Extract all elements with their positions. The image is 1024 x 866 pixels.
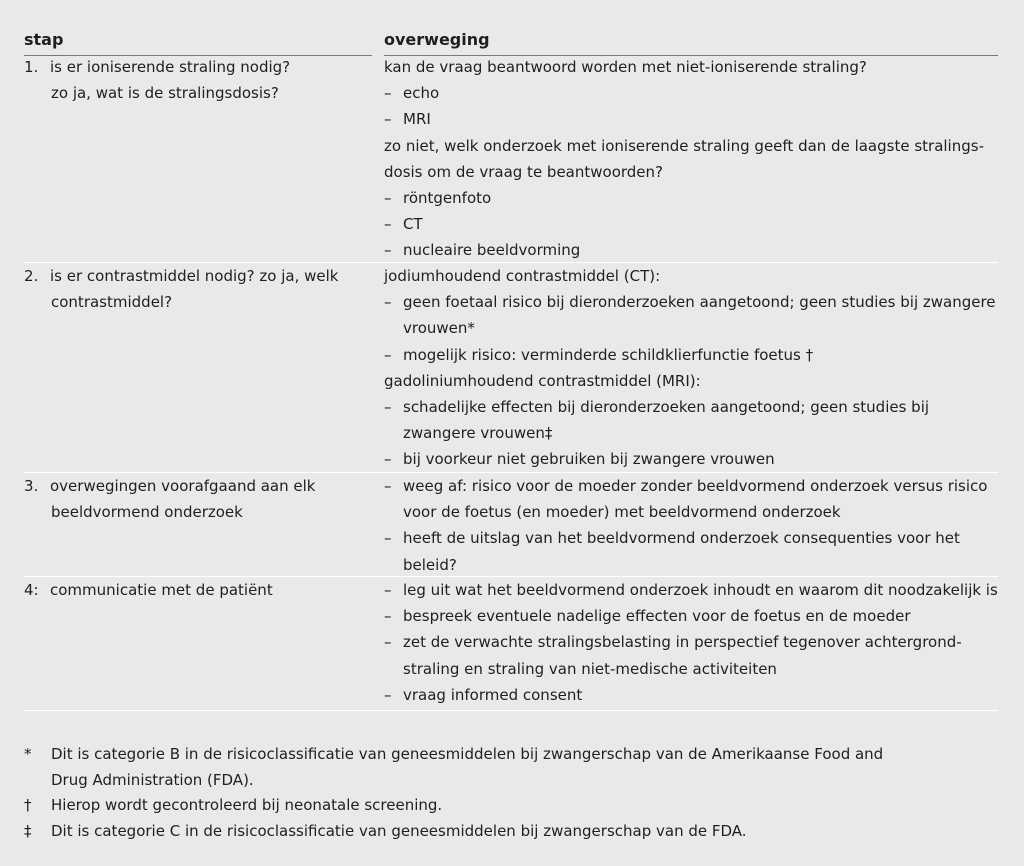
list-item: bespreek eventuele nadelige effecten voor de foetus en de moeder xyxy=(403,607,911,626)
list-item: zet de verwachte stralingsbelasting in perspectief tegenover achtergrond- xyxy=(403,633,962,652)
list-item: röntgenfoto xyxy=(403,188,492,207)
step-number: 2. xyxy=(24,267,39,285)
stap-text: zo ja, wat is de stralingsdosis? xyxy=(51,84,279,103)
overweging-cell xyxy=(384,54,998,264)
list-item: heeft de uitslag van het beeldvormend onderzoek consequenties voor het xyxy=(403,529,960,548)
bullet-dash: – xyxy=(384,110,392,129)
footnote-mark: ‡ xyxy=(24,821,32,840)
overweging-text: dosis om de vraag te beantwoorden? xyxy=(384,162,664,181)
list-item-continuation: straling en straling van niet-medische activiteiten xyxy=(403,659,777,678)
stap-text: is er ioniserende straling nodig? xyxy=(50,58,291,76)
overweging-text: zo niet, welk onderzoek met ioniserende straling geeft dan de laagste stralings- xyxy=(384,136,984,155)
bullet-dash: – xyxy=(384,477,392,495)
bullet-dash: – xyxy=(384,293,392,312)
bullet-dash: – xyxy=(384,345,392,364)
column-header-stap: stap xyxy=(24,30,372,56)
overweging-text: kan de vraag beantwoord worden met niet-ioniserende straling? xyxy=(384,58,867,76)
bullet-dash: – xyxy=(384,188,392,207)
footnotes xyxy=(24,742,998,844)
list-item: CT xyxy=(403,215,423,234)
table-bottom-divider xyxy=(24,710,998,711)
stap-cell xyxy=(24,263,372,315)
bullet-dash: – xyxy=(384,633,392,652)
list-item: schadelijke effecten bij dieronderzoeken aangetoond; geen studies bij xyxy=(403,397,930,416)
footnote-text: Drug Administration (FDA). xyxy=(51,770,254,789)
footnote-mark: * xyxy=(24,745,32,763)
list-item-continuation: zwangere vrouwen‡ xyxy=(403,424,553,443)
stap-text: is er contrastmiddel nodig? zo ja, welk xyxy=(50,267,339,285)
list-item: weeg af: risico voor de moeder zonder beeldvormend onderzoek versus risico xyxy=(403,477,988,495)
bullet-dash: – xyxy=(384,215,392,234)
footnote-text: Dit is categorie C in de risicoclassificatie van geneesmiddelen bij zwangerschap van de FDA. xyxy=(51,821,747,840)
list-item: geen foetaal risico bij dieronderzoeken aangetoond; geen studies bij zwangere xyxy=(403,293,996,312)
footnote-text: Hierop wordt gecontroleerd bij neonatale screening. xyxy=(51,796,443,815)
list-item: MRI xyxy=(403,110,431,129)
step-number: 4: xyxy=(24,581,39,599)
step-number: 3. xyxy=(24,477,39,495)
bullet-dash: – xyxy=(384,397,392,416)
bullet-dash: – xyxy=(384,685,392,704)
overweging-cell xyxy=(384,577,998,708)
list-item-continuation: voor de foetus (en moeder) met beeldvormend onderzoek xyxy=(403,503,841,522)
list-item-continuation: beleid? xyxy=(403,555,457,574)
stap-text: contrastmiddel? xyxy=(51,293,173,312)
bullet-dash: – xyxy=(384,581,392,599)
bullet-dash: – xyxy=(384,529,392,548)
bullet-dash: – xyxy=(384,241,392,260)
table-row xyxy=(24,262,998,469)
table-row xyxy=(24,576,998,704)
stap-cell xyxy=(24,577,372,603)
overweging-text: gadoliniumhoudend contrastmiddel (MRI): xyxy=(384,371,701,390)
list-item-continuation: vrouwen* xyxy=(403,319,475,338)
footnote-mark: † xyxy=(24,796,32,815)
overweging-text: jodiumhoudend contrastmiddel (CT): xyxy=(384,267,661,285)
bullet-dash: – xyxy=(384,84,392,103)
list-item: mogelijk risico: verminderde schildklierfunctie foetus † xyxy=(403,345,814,364)
stap-text: overwegingen voorafgaand aan elk xyxy=(50,477,316,495)
list-item: echo xyxy=(403,84,440,103)
footnote-text: Dit is categorie B in de risicoclassificatie van geneesmiddelen bij zwangerschap van de Amerikaanse Food and xyxy=(51,745,884,763)
step-number: 1. xyxy=(24,58,39,76)
list-item: nucleaire beeldvorming xyxy=(403,241,581,260)
stap-text: communicatie met de patiënt xyxy=(50,581,273,599)
column-header-overweging: overweging xyxy=(384,30,998,56)
bullet-dash: – xyxy=(384,607,392,626)
list-item: bij voorkeur niet gebruiken bij zwangere vrouwen xyxy=(403,450,775,469)
stap-text: beeldvormend onderzoek xyxy=(51,503,243,522)
list-item: leg uit wat het beeldvormend onderzoek inhoudt en waarom dit noodzakelijk is xyxy=(403,581,998,599)
bullet-dash: – xyxy=(384,450,392,469)
stap-cell xyxy=(24,473,372,525)
stap-cell xyxy=(24,54,372,106)
list-item: vraag informed consent xyxy=(403,685,583,704)
overweging-cell xyxy=(384,263,998,473)
table-row xyxy=(24,472,998,574)
overweging-cell xyxy=(384,473,998,578)
